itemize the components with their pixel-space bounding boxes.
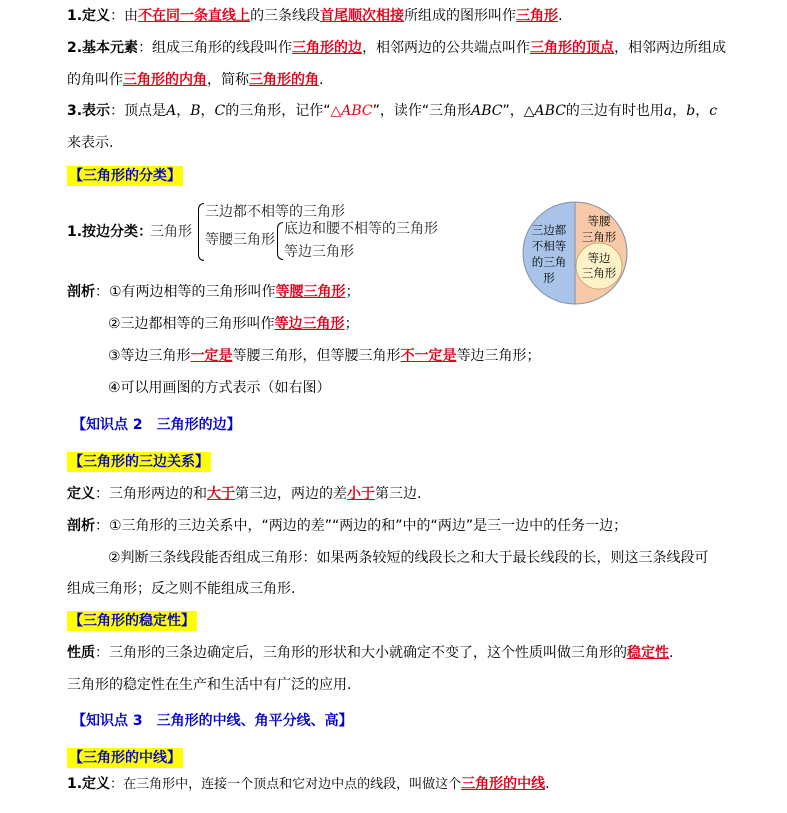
text: ：由 (110, 8, 139, 24)
text: ：①有两边相等的三角形叫作 (95, 284, 276, 300)
venn-inner-text: 等边 (587, 251, 611, 265)
brace-outer (198, 203, 204, 261)
analysis-line-1 (67, 282, 727, 302)
highlight-term: 三角形的边 (292, 40, 363, 56)
knowledge-point-2: 【知识点 2 三角形的边】 (72, 417, 241, 433)
classify-scalene: 三边都不相等的三角形 (205, 204, 345, 220)
text: 第三边. (375, 486, 422, 502)
relation-analysis-2: ②判断三条线段能否组成三角形：如果两条较短的线段长之和大于最长线段的长，则这三条线段可 (108, 550, 709, 566)
basic-elements-line-2 (67, 70, 727, 90)
property-label: 性质 (67, 645, 95, 661)
text: ； (344, 316, 359, 332)
math-var: ABC (471, 103, 503, 119)
highlight-term: 三角形 (516, 8, 559, 24)
basic-elements-line (67, 38, 727, 58)
section-header-median: 【三角形的中线】 (69, 750, 181, 766)
analysis-line-4: ④可以用画图的方式表示（如右图） (108, 380, 331, 396)
highlight-term: 三角形的内角 (123, 72, 207, 88)
text: . (669, 645, 674, 661)
classify-root: 三角形 (150, 224, 192, 240)
text: ：三角形的三条边确定后，三角形的形状和大小就确定不变了，这个性质叫做三角形的 (95, 645, 627, 661)
stability-line-1 (67, 643, 727, 663)
highlight-term: 不在同一条直线上 (138, 8, 251, 24)
text: . (319, 72, 324, 88)
classify-equilateral: 等边三角形 (284, 244, 354, 260)
median-def-line (67, 774, 727, 795)
analysis-line-2 (108, 314, 727, 334)
text: ②三边都相等的三角形叫作 (108, 316, 275, 332)
def-label: 1.定义 (67, 8, 111, 24)
text: 的三条线段 (250, 8, 321, 24)
highlight-term: 小于 (347, 486, 375, 502)
venn-left-text: 不相等 (531, 239, 567, 253)
section-header-classification: 【三角形的分类】 (69, 168, 181, 184)
text: ”，读作“三角形 (372, 103, 472, 119)
text: ：顶点是 (110, 103, 167, 119)
text: ：组成三角形的线段叫作 (138, 40, 293, 56)
notation-label: 3.表示 (67, 103, 111, 119)
text: . (558, 8, 563, 24)
text: ，相邻两边的公共端点叫作 (362, 40, 531, 56)
math-var: c (709, 103, 718, 119)
venn-right-text: 三角形 (581, 230, 617, 244)
text: 等边三角形； (456, 348, 541, 364)
classify-iso-nonequal: 底边和腰不相等的三角形 (284, 221, 438, 237)
relation-def-line (67, 484, 727, 504)
text: ， (672, 103, 687, 119)
text: ：①三角形的三边关系中，“两边的差”“两边的和”中的“两边”是三一边中的任务一边； (95, 518, 628, 534)
venn-left-text: 三边都 (531, 223, 567, 237)
classify-isosceles: 等腰三角形 (205, 232, 275, 248)
highlight-term: 不一定是 (400, 348, 457, 364)
text: 的三角形，记作“ (225, 103, 331, 119)
highlight-term: 三角形的中线 (461, 776, 546, 792)
text: ： (138, 224, 153, 240)
highlight-term: 大于 (207, 486, 235, 502)
math-var: C (214, 103, 226, 119)
relation-analysis-3: 组成三角形；反之则不能组成三角形. (67, 581, 296, 597)
text: ，简称 (207, 72, 249, 88)
text: ：在三角形中，连接一个顶点和它对边中点的线段，叫做这个 (110, 777, 462, 792)
text: ， (176, 103, 191, 119)
text: ，相邻两边所组成 (614, 40, 727, 56)
venn-inner-text: 三角形 (581, 266, 617, 280)
brace-inner (277, 222, 283, 260)
analysis-line-3 (108, 346, 727, 366)
venn-right-text: 等腰 (587, 214, 611, 228)
math-var: A (166, 103, 177, 119)
relation-analysis-1 (67, 516, 727, 536)
def-label: 1.定义 (67, 776, 111, 792)
text: 所组成的图形叫作 (404, 8, 517, 24)
classify-label: 1.按边分类 (67, 224, 139, 240)
text: ； (345, 284, 360, 300)
math-var: b (686, 103, 696, 119)
text: 第三边，两边的差 (235, 486, 347, 502)
text: 的角叫作 (67, 72, 123, 88)
elements-label: 2.基本元素 (67, 40, 139, 56)
text: 等腰三角形，但等腰三角形 (232, 348, 401, 364)
analysis-label: 剖析 (67, 284, 95, 300)
text: 的三边有时也用 (565, 103, 664, 119)
math-var: a (663, 103, 673, 119)
stability-line-2: 三角形的稳定性在生产和生活中有广泛的应用. (67, 677, 352, 693)
highlight-term: 一定是 (190, 348, 233, 364)
def-label: 定义 (67, 486, 95, 502)
text: ， (695, 103, 710, 119)
section-header-stability: 【三角形的稳定性】 (69, 613, 195, 629)
text: . (545, 776, 550, 792)
text: ③等边三角形 (108, 348, 191, 364)
venn-left-text: 形 (543, 271, 555, 285)
triangle-notation: △ABC (523, 103, 566, 119)
triangle-notation: △ABC (330, 103, 373, 119)
text: ：三角形两边的和 (95, 486, 207, 502)
definition-line (67, 6, 727, 26)
text: ， (200, 103, 215, 119)
section-header-relation: 【三角形的三边关系】 (69, 454, 209, 470)
knowledge-point-3: 【知识点 3 三角形的中线、角平分线、高】 (72, 713, 353, 729)
highlight-term: 三角形的角 (249, 72, 319, 88)
analysis-label: 剖析 (67, 518, 95, 534)
classify-label-wrap (67, 222, 152, 242)
venn-left-text: 的三角 (531, 255, 567, 269)
highlight-term: 稳定性 (627, 645, 669, 661)
math-var: B (190, 103, 201, 119)
text: ”， (502, 103, 524, 119)
notation-line-2: 来表示. (67, 135, 114, 151)
highlight-term: 三角形的顶点 (530, 40, 615, 56)
highlight-term: 等腰三角形 (275, 284, 346, 300)
highlight-term: 首尾顺次相接 (320, 8, 405, 24)
highlight-term: 等边三角形 (274, 316, 345, 332)
notation-line (67, 101, 727, 121)
